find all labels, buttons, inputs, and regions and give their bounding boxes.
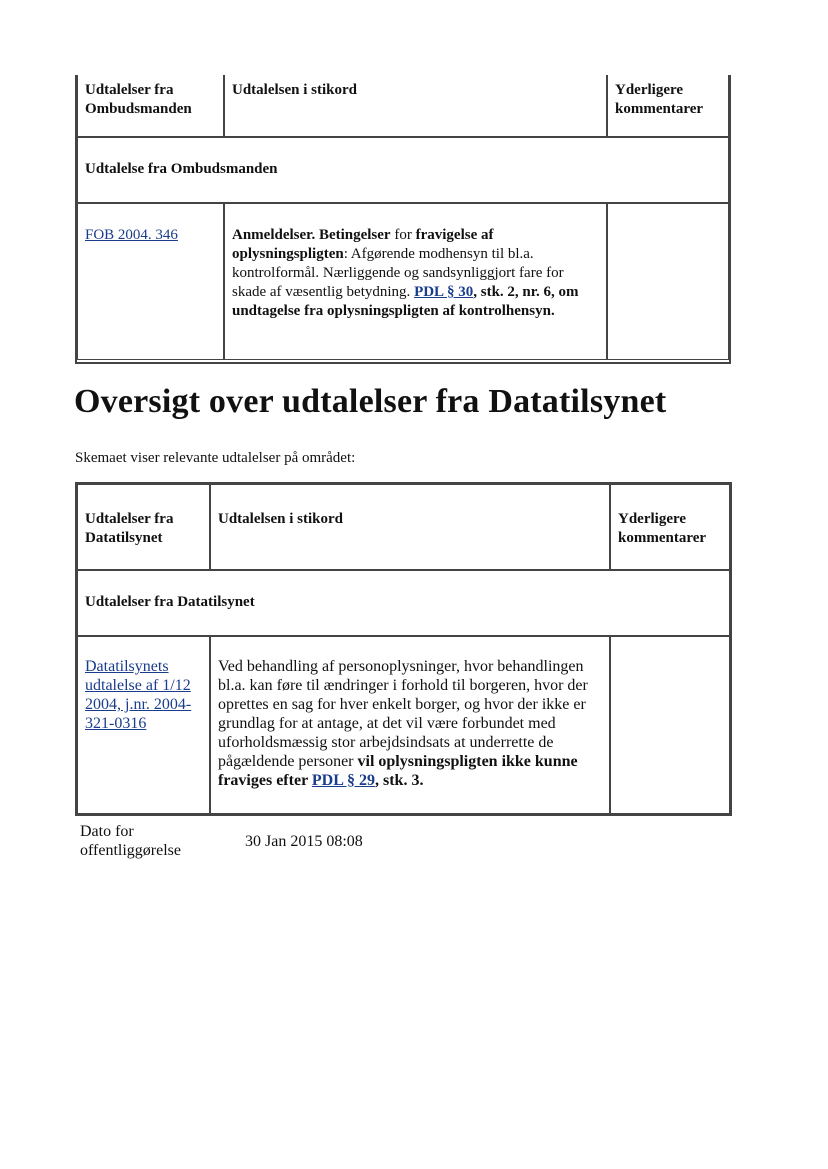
summary-text-1: for [390,227,416,243]
section-label: Udtalelse fra Ombudsmanden [77,137,729,203]
col-header-summary: Udtalelsen i stikord [224,75,607,137]
datatilsynet-table [75,482,732,816]
intro-text: Skemaet viser relevante udtalelser på området: [75,450,356,466]
col-header-summary: Udtalelsen i stikord [210,484,610,570]
summary-bold-3: , stk. 2, nr. 6, om undtagelse fra oplysningspligten af kontrolhensyn. [232,284,579,319]
law-link[interactable]: PDL § 30 [414,284,474,300]
summary-cell [210,636,610,814]
section-label: Udtalelser fra Datatilsynet [77,570,730,636]
ombudsmand-table [75,75,731,364]
col-header-comments: Yderligere kommentarer [610,484,730,570]
summary-bold-2: , stk. 3. [375,772,424,789]
ref-cell [77,636,210,814]
page-heading: Oversigt over udtalelser fra Datatilsynet [74,383,667,420]
publication-label: Dato for offentliggørelse [80,823,182,859]
summary-cell [224,203,607,360]
summary-bold-1: Anmeldelser. Betingelser [232,227,391,243]
summary-text-1: Ved behandling af personoplysninger, hvor behandlingen bl.a. kan føre til ændringer i forhold til borgeren, hvor der oprettes en sag for hver enkelt borger, og hvor der ikke er grundlag for at antage, at det vil være forbundet med uforholdsmæssig stor arbejdsindsats at underrette de pågældende personer [218,658,588,770]
ref-link[interactable]: FOB 2004. 346 [85,227,178,243]
summary-bold-1: vil oplysningspligten ikke kunne fraviges efter [218,753,578,789]
publication-date: 30 Jan 2015 08:08 [245,833,363,850]
comments-cell [610,636,730,814]
ref-link[interactable]: Datatilsynets udtalelse af 1/12 2004, j.nr. 2004-321-0316 [85,658,192,732]
summary-text-2: : Afgørende modhensyn til bl.a. kontrolformål. Nærliggende og sandsynliggjort fare for skade af væsentlig betydning. [232,246,564,300]
ref-cell [77,203,224,360]
summary-bold-2: fravigelse af oplysningspligten [232,227,494,262]
col-header-source: Udtalelser fra Ombudsmanden [77,75,224,137]
col-header-comments: Yderligere kommentarer [607,75,729,137]
col-header-source: Udtalelser fra Datatilsynet [77,484,210,570]
comments-cell [607,203,729,360]
law-link[interactable]: PDL § 29 [311,772,375,789]
